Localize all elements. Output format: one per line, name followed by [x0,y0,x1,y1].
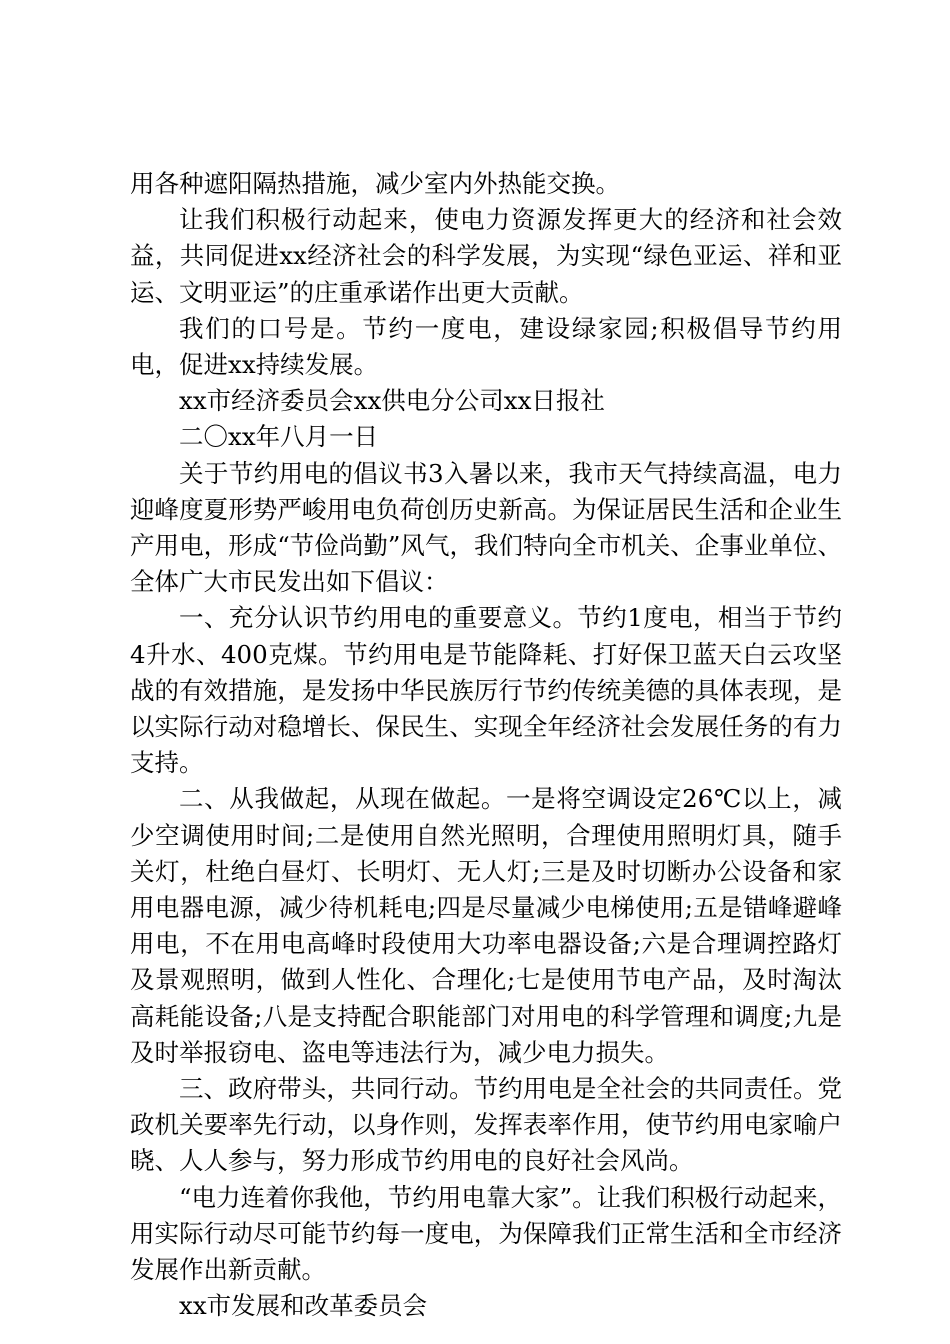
signature-committee: xx市发展和改革委员会 [179,1291,428,1321]
paragraph-closing: “电力连着你我他，节约用电靠大家”。让我们积极行动起来，用实际行动尽可能节约每一度电，为保障我们正常生活和全市经济发展作出新贡献。 [130,1182,842,1285]
paragraph-continuation: 用各种遮阳隔热措施，减少室内外热能交换。 [130,169,620,198]
signature-organizations: xx市经济委员会xx供电分公司xx日报社 [179,386,605,416]
signature-date: 二〇xx年八月一日 [179,422,379,452]
paragraph-call-to-action: 让我们积极行动起来，使电力资源发挥更大的经济和社会效益，共同促进xx经济社会的科学发展，为实现“绿色亚运、祥和亚运、文明亚运”的庄重承诺作出更大贡献。 [130,205,842,307]
paragraph-proposal-intro: 关于节约用电的倡议书3入暑以来，我市天气持续高温，电力迎峰度夏形势严峻用电负荷创历史新高。为保证居民生活和企业生产用电，形成“节俭尚勤”风气，我们特向全市机关、企事业单位、全体广大市民发出如下倡议： [130,458,842,597]
paragraph-slogan: 我们的口号是。节约一度电，建设绿家园;积极倡导节约用电，促进xx持续发展。 [130,313,842,380]
paragraph-point-two: 二、从我做起，从现在做起。一是将空调设定26℃以上，减少空调使用时间;二是使用自然光照明，合理使用照明灯具，随手关灯，杜绝白昼灯、长明灯、无人灯;三是及时切断办公设备和家用电器电源，减少待机耗电;四是尽量减少电梯使用;五是错峰避峰用电，不在用电高峰时段使用大功率电器设备;六是合理调控路灯及景观照明，做到人性化、合理化;七是使用节电产品，及时淘汰高耗能设备;八是支持配合职能部门对用电的科学管理和调度;九是及时举报窃电、盗电等违法行为，减少电力损失。 [130,784,842,1067]
paragraph-point-one: 一、充分认识节约用电的重要意义。节约1度电，相当于节约4升水、400克煤。节约用电是节能降耗、打好保卫蓝天白云攻坚战的有效措施，是发扬中华民族厉行节约传统美德的具体表现，是以实际行动对稳增长、保民生、实现全年经济社会发展任务的有力支持。 [130,603,842,778]
document-body [130,166,842,1325]
paragraph-point-three: 三、政府带头，共同行动。节约用电是全社会的共同责任。党政机关要率先行动，以身作则，发挥表率作用，使节约用电家喻户晓、人人参与，努力形成节约用电的良好社会风尚。 [130,1074,842,1176]
